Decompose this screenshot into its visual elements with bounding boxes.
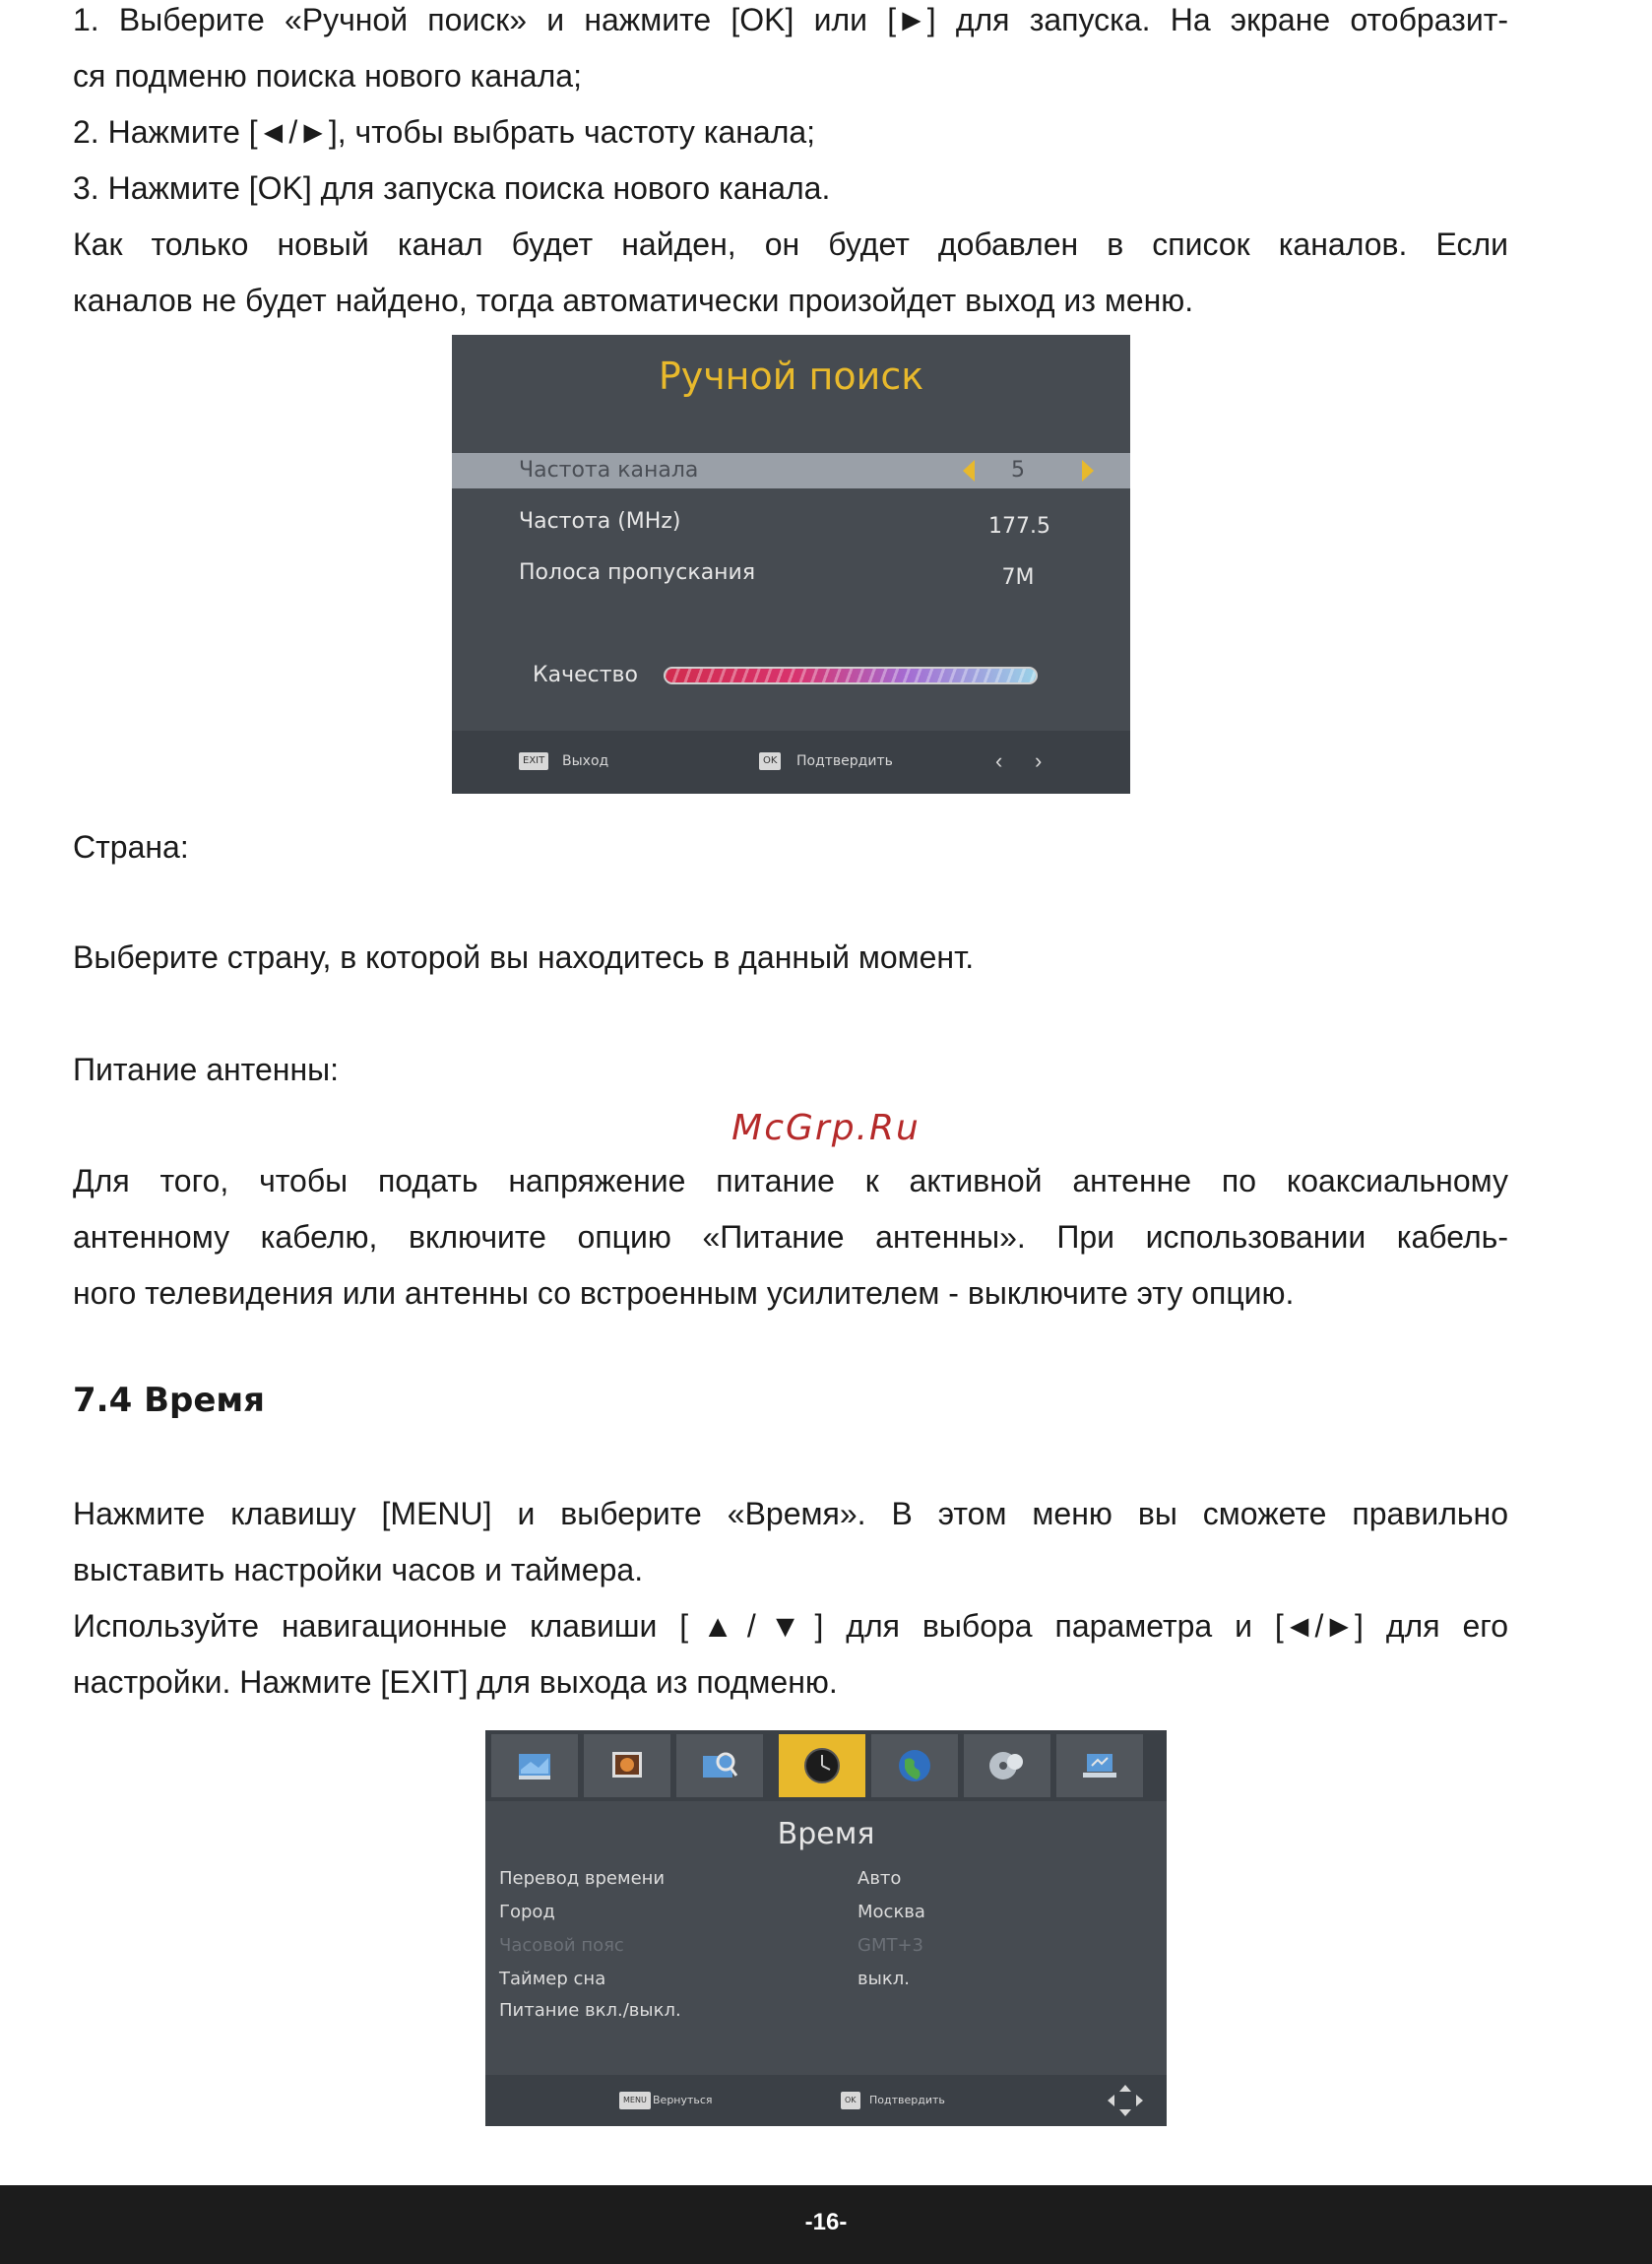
nav-right-icon: ›: [1035, 748, 1043, 773]
country-text: Выберите страну, в которой вы находитесь в данный момент.: [73, 939, 975, 975]
screen-title: Время: [777, 1817, 875, 1851]
menu-row-bandwidth: [452, 555, 1130, 591]
text-line: антенному кабелю, включите опцию «Питание антенны». При использовании кабель-: [73, 1219, 1508, 1255]
row-label: Частота (MHz): [519, 509, 681, 534]
text-line: Нажмите клавишу [MENU] и выберите «Время». В этом меню вы сможете правильно: [73, 1496, 1508, 1531]
text-line: 1. Выберите «Ручной поиск» и нажмите [OK] или [►] для запуска. На экране отобразит-: [73, 2, 1508, 37]
quality-label: Качество: [533, 663, 638, 687]
row-label: Перевод времени: [499, 1868, 666, 1889]
quality-bar: [664, 667, 1038, 684]
back-hint: Вернуться: [653, 2094, 713, 2106]
screen-title: Ручной поиск: [658, 355, 924, 398]
nav-left-icon: ‹: [995, 748, 1003, 773]
ok-key-icon: OK: [759, 752, 781, 770]
row-value: GMT+3: [858, 1935, 924, 1956]
arrow-left-icon[interactable]: [963, 460, 975, 482]
ok-key-icon: OK: [841, 2092, 860, 2109]
text-line: 3. Нажмите [OK] для запуска поиска нового канала.: [73, 170, 831, 206]
text-line: ся подменю поиска нового канала;: [73, 58, 582, 94]
row-label: Питание вкл./выкл.: [499, 2000, 681, 2021]
exit-key-icon: EXIT: [519, 752, 548, 770]
tab-channel-search[interactable]: [676, 1734, 763, 1797]
search-icon: [700, 1746, 739, 1785]
row-label: Таймер сна: [499, 1969, 606, 1989]
screen-footer: [452, 731, 1130, 794]
tab-time[interactable]: [779, 1734, 865, 1797]
arrow-right-icon[interactable]: [1082, 460, 1094, 482]
menu-key-icon: MENU: [619, 2092, 651, 2109]
watermark: McGrp.Ru: [731, 1108, 921, 1148]
menu-row-time-mode[interactable]: [485, 1868, 1167, 1898]
row-value: Авто: [858, 1868, 902, 1889]
text-line: настройки. Нажмите [EXIT] для выхода из подменю.: [73, 1664, 838, 1700]
antenna-heading: Питание антенны:: [73, 1052, 339, 1087]
confirm-hint: Подтвердить: [869, 2094, 945, 2106]
channel-list-icon: [515, 1746, 554, 1785]
row-value: выкл.: [858, 1969, 910, 1989]
tab-system[interactable]: [1056, 1734, 1143, 1797]
tab-language[interactable]: [871, 1734, 958, 1797]
row-value: 177.5: [988, 514, 1050, 539]
disc-icon: [987, 1746, 1027, 1785]
text-line: выставить настройки часов и таймера.: [73, 1552, 644, 1587]
text-line: 2. Нажмите [◄/►], чтобы выбрать частоту канала;: [73, 114, 816, 150]
menu-row-sleep-timer[interactable]: [485, 1969, 1167, 1998]
clock-icon: [802, 1746, 842, 1785]
text-line: Используйте навигационные клавиши [▲/▼] для выбора параметра и [◄/►] для его: [73, 1608, 1508, 1644]
intro-paragraph: [73, 0, 1508, 329]
menu-icon-bar: [485, 1730, 1167, 1801]
manual-search-screenshot: [452, 335, 1130, 794]
tab-picture[interactable]: [584, 1734, 670, 1797]
time-menu-screenshot: [485, 1730, 1167, 2126]
picture-icon: [607, 1746, 647, 1785]
time-paragraph: [73, 1486, 1508, 1711]
country-heading: Страна:: [73, 829, 189, 865]
tab-channel-manager[interactable]: [491, 1734, 578, 1797]
screen-footer: [485, 2075, 1167, 2126]
navigation-cross-icon: [1106, 2083, 1145, 2118]
row-label: Город: [499, 1902, 555, 1922]
row-label: Частота канала: [519, 458, 699, 483]
text-line: Для того, чтобы подать напряжение питание к активной антенне по коаксиальному: [73, 1163, 1508, 1198]
menu-row-city[interactable]: [485, 1902, 1167, 1931]
row-label: Часовой пояс: [499, 1935, 624, 1956]
row-value: Москва: [858, 1902, 925, 1922]
row-value: 5: [1011, 458, 1025, 483]
menu-row-channel-frequency[interactable]: [452, 453, 1130, 488]
row-value: 7M: [1001, 565, 1035, 590]
text-line: Как только новый канал будет найден, он будет добавлен в список каналов. Если: [73, 226, 1508, 262]
exit-hint: Выход: [562, 753, 609, 769]
row-label: Полоса пропускания: [519, 560, 756, 585]
tab-av[interactable]: [964, 1734, 1050, 1797]
text-line: ного телевидения или антенны со встроенным усилителем - выключите эту опцию.: [73, 1275, 1295, 1311]
menu-row-time-zone: [485, 1935, 1167, 1965]
menu-row-frequency-mhz: [452, 504, 1130, 540]
laptop-icon: [1080, 1746, 1119, 1785]
page-number: -16-: [804, 2209, 848, 2235]
page-footer: [0, 2185, 1652, 2264]
confirm-hint: Подтвердить: [796, 753, 893, 769]
menu-row-power-on-off[interactable]: [485, 2000, 1167, 2030]
antenna-paragraph: [73, 1153, 1508, 1322]
globe-icon: [895, 1746, 934, 1785]
section-heading: 7.4 Время: [73, 1381, 266, 1420]
text-line: каналов не будет найдено, тогда автоматически произойдет выход из меню.: [73, 283, 1194, 318]
